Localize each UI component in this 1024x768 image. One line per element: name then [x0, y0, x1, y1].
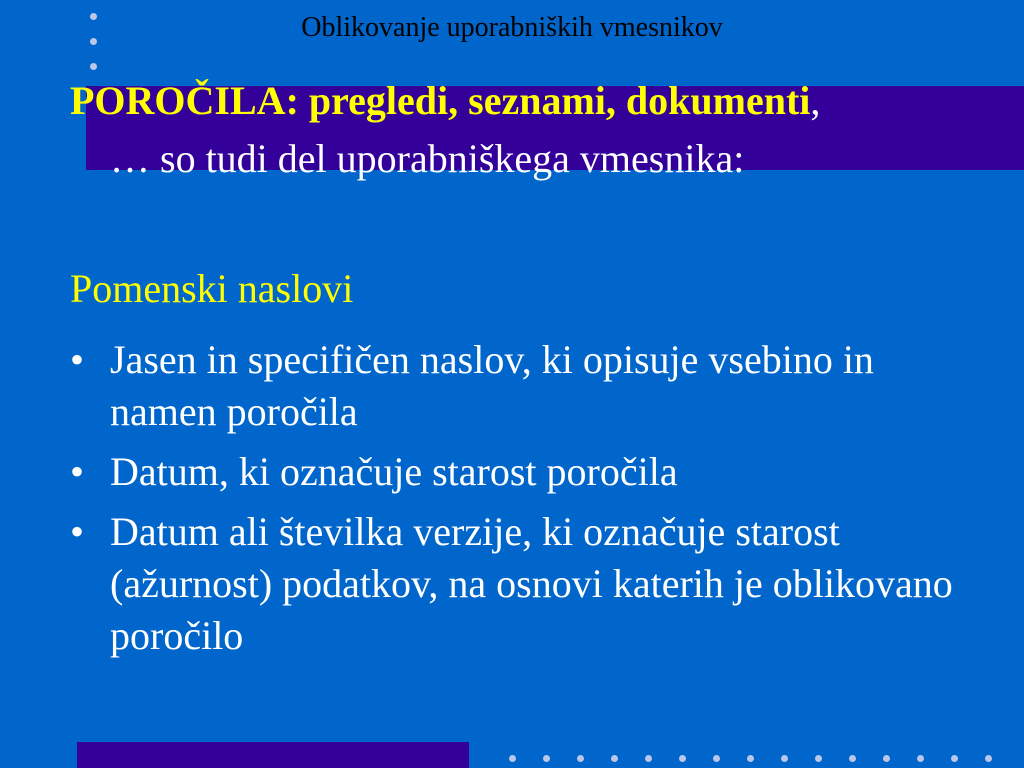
- slide-title-continuation: … so tudi del uporabniškega vmesnika:: [110, 136, 745, 181]
- decor-dot: [509, 755, 516, 762]
- bullet-text: Jasen in specifičen naslov, ki opisuje vsebino in namen poročila: [110, 337, 874, 434]
- slide-title-comma: ,: [810, 78, 821, 123]
- decor-dot: [917, 755, 924, 762]
- decor-dot: [645, 755, 652, 762]
- bullet-text: Datum, ki označuje starost poročila: [110, 449, 678, 494]
- bullet-item: [70, 446, 970, 498]
- slide-title: [70, 78, 820, 124]
- bullet-item: [70, 334, 970, 438]
- decor-dot: [679, 755, 686, 762]
- bullet-text: Datum ali številka verzije, ki označuje starost (ažurnost) podatkov, na osnovi katerih je oblikovano poročilo: [110, 509, 953, 658]
- decor-dot: [985, 755, 992, 762]
- decor-dot: [849, 755, 856, 762]
- decor-dot: [611, 755, 618, 762]
- decor-dot: [883, 755, 890, 762]
- decor-band-bottom: [77, 742, 469, 768]
- section-heading: Pomenski naslovi: [70, 266, 354, 311]
- decor-dot: [747, 755, 754, 762]
- slide-title-bold: POROČILA: pregledi, seznami, dokumenti: [70, 78, 811, 123]
- decor-dot: [543, 755, 550, 762]
- decor-dot: [781, 755, 788, 762]
- decor-dot: [90, 63, 97, 70]
- bullet-list: [70, 334, 970, 670]
- bullet-item: [70, 506, 970, 662]
- decor-dot: [713, 755, 720, 762]
- header-title: Oblikovanje uporabniških vmesnikov: [301, 12, 723, 43]
- bullet-icon: •: [70, 449, 85, 494]
- decor-dot: [815, 755, 822, 762]
- decor-dot: [577, 755, 584, 762]
- decor-dot: [951, 755, 958, 762]
- bullet-icon: •: [70, 337, 85, 382]
- bullet-icon: •: [70, 509, 85, 554]
